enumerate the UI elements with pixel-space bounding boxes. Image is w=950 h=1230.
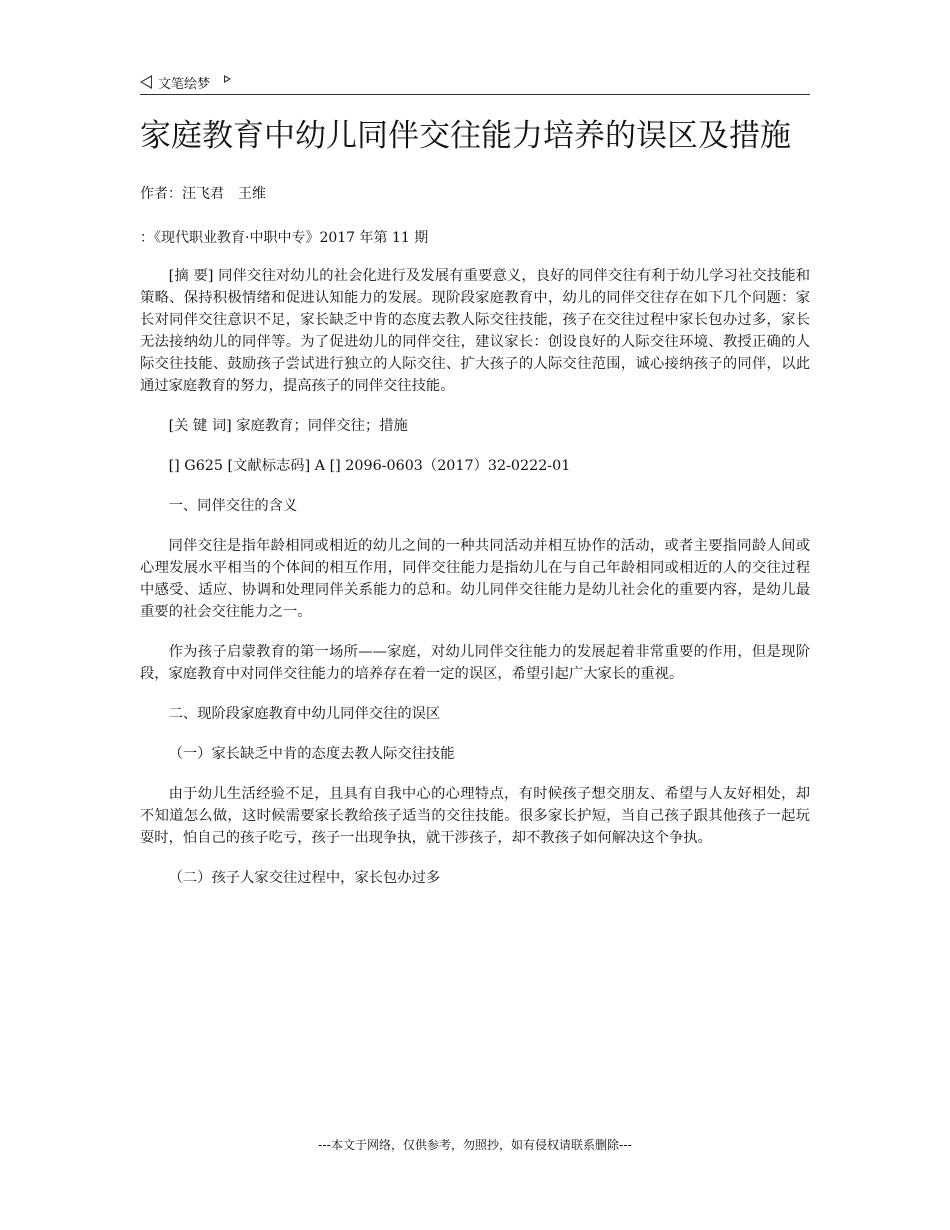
document-page xyxy=(140,70,810,889)
section-heading-1: 一、同伴交往的含义 xyxy=(168,498,298,514)
body-paragraph: 由于幼儿生活经验不足，且具有自我中心的心理特点，有时候孩子想交朋友、希望与人友好相处，却不知道怎么做，这时候需要家长教给孩子适当的交往技能。很多家长护短，当自己孩子跟其他孩子一起玩耍时，怕自己的孩子吃亏，孩子一出现争执，就干涉孩子，却不教孩子如何解决这个争执。 xyxy=(140,786,810,846)
footer-disclaimer: ---本文于网络，仅供参考，勿照抄，如有侵权请联系删除--- xyxy=(318,1138,632,1152)
abstract-paragraph: [摘 要] 同伴交往对幼儿的社会化进行及发展有重要意义，良好的同伴交往有利于幼儿学习社交技能和策略、保持积极情绪和促进认知能力的发展。现阶段家庭教育中，幼儿的同伴交往存在如下几个问题：家长对同伴交往意识不足，家长缺乏中肯的态度去教人际交往技能，孩子在交往过程中家长包办过多，家长无法接纳幼儿的同伴等。为了促进幼儿的同伴交往，建议家长：创设良好的人际交往环境、教授正确的人际交往技能、鼓励孩子尝试进行独立的人际交往、扩大孩子的人际交往范围，诚心接纳孩子的同伴，以此通过家庭教育的努力，提高孩子的同伴交往技能。 xyxy=(140,268,810,394)
article-title: 家庭教育中幼儿同伴交往能力培养的误区及措施 xyxy=(140,118,791,154)
body-paragraph: 作为孩子启蒙教育的第一场所——家庭，对幼儿同伴交往能力的发展起着非常重要的作用，但是现阶段，家庭教育中对同伴交往能力的培养存在着一定的误区，希望引起广大家长的重视。 xyxy=(140,644,810,682)
keywords-paragraph: [关 键 词] 家庭教育；同伴交往；措施 xyxy=(168,418,408,434)
body-paragraph: 同伴交往是指年龄相同或相近的幼儿之间的一种共同活动并相互协作的活动，或者主要指同龄人间或心理发展水平相当的个体间的相互作用，同伴交往能力是指幼儿在与自己年龄相同或相近的人的交往过程中感受、适应、协调和处理同伴关系能力的总和。幼儿同伴交往能力是幼儿社会化的重要内容，是幼儿最重要的社会交往能力之一。 xyxy=(140,538,810,620)
triangle-right-icon xyxy=(224,75,231,83)
subsection-heading-2: （二）孩子人家交往过程中，家长包办过多 xyxy=(168,870,441,886)
authors-line: 作者：汪飞君 王维 xyxy=(140,186,266,202)
source-line: ：《现代职业教育·中职中专》2017 年第 11 期 xyxy=(140,230,429,246)
section-heading-2: 二、现阶段家庭教育中幼儿同伴交往的误区 xyxy=(168,706,441,722)
classification-paragraph: [] G625 [文献标志码] A [] 2096-0603（2017）32-0222-01 xyxy=(168,458,571,474)
triangle-left-icon xyxy=(140,75,152,89)
header-label: 文笔绘梦 xyxy=(158,76,211,92)
subsection-heading-1: （一）家长缺乏中肯的态度去教人际交往技能 xyxy=(168,746,455,762)
running-header xyxy=(140,70,810,95)
